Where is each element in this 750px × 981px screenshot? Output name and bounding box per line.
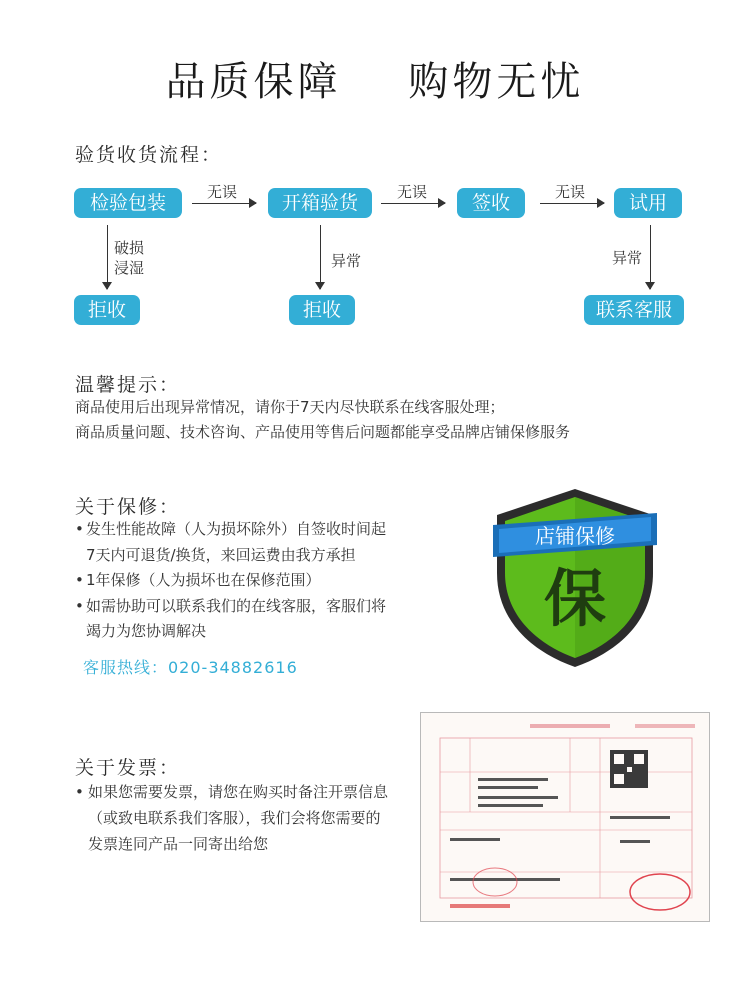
page-title: 品质保障 购物无忧 (165, 59, 585, 105)
result-reject-2: 拒收 (289, 295, 355, 325)
warranty-item-2-line-1: 1年保修（人为损坏也在保修范围） (86, 571, 321, 589)
warranty-item-3-line-1: 如需协助可以联系我们的在线客服，客服们将 (86, 597, 387, 615)
tips-heading: 温馨提示： (75, 374, 181, 396)
shield-char: 保 (543, 562, 607, 635)
branch-1-label-wet: 浸湿 (114, 259, 145, 277)
invoice-sample-image (420, 712, 710, 922)
warranty-item-1-line-1: 发生性能故障（人为损坏除外）自签收时间起 (86, 520, 387, 538)
tips-line-2: 商品质量问题、技术咨询、产品使用等售后问题都能享受品牌店铺保修服务 (75, 423, 571, 441)
inspection-heading: 验货收货流程： (75, 144, 223, 166)
warranty-heading: 关于保修： (75, 496, 181, 518)
down-arrow-icon (650, 225, 651, 289)
shield-icon (485, 485, 665, 670)
result-contact-service: 联系客服 (584, 295, 684, 325)
warranty-item-1-line-2: 7天内可退货/换货，来回运费由我方承担 (86, 546, 356, 564)
invoice-line-1: 如果您需要发票，请您在购买时备注开票信息 (88, 783, 389, 801)
step-inspect-package: 检验包装 (74, 188, 182, 218)
warranty-item-3-line-2: 竭力为您协调解决 (86, 622, 207, 640)
tips-line-1: 商品使用后出现异常情况，请你于7天内尽快联系在线客服处理； (75, 398, 505, 416)
branch-1-label-damaged: 破损 (114, 239, 145, 257)
down-arrow-icon (107, 225, 108, 289)
invoice-line-3: 发票连同产品一同寄出给您 (88, 835, 269, 853)
right-arrow-icon (192, 203, 256, 204)
bullet-dot: • (75, 783, 84, 801)
step-unbox-inspect: 开箱验货 (268, 188, 372, 218)
down-arrow-icon (320, 225, 321, 289)
right-arrow-icon (540, 203, 604, 204)
arrow-label-1: 无误 (207, 183, 238, 201)
invoice-line-2: （或致电联系我们客服），我们会将您需要的 (88, 809, 381, 827)
branch-3-label: 异常 (612, 249, 643, 267)
step-sign: 签收 (457, 188, 525, 218)
bullet-dot: • (75, 597, 84, 615)
invoice-heading: 关于发票： (75, 757, 181, 779)
right-arrow-icon (381, 203, 445, 204)
branch-2-label: 异常 (331, 252, 362, 270)
bullet-dot: • (75, 520, 84, 538)
step-trial: 试用 (614, 188, 682, 218)
shield-banner-text: 店铺保修 (535, 524, 615, 548)
arrow-label-3: 无误 (555, 183, 586, 201)
service-hotline: 客服热线：020-34882616 (83, 658, 298, 677)
arrow-label-2: 无误 (397, 183, 428, 201)
bullet-dot: • (75, 571, 84, 589)
result-reject-1: 拒收 (74, 295, 140, 325)
